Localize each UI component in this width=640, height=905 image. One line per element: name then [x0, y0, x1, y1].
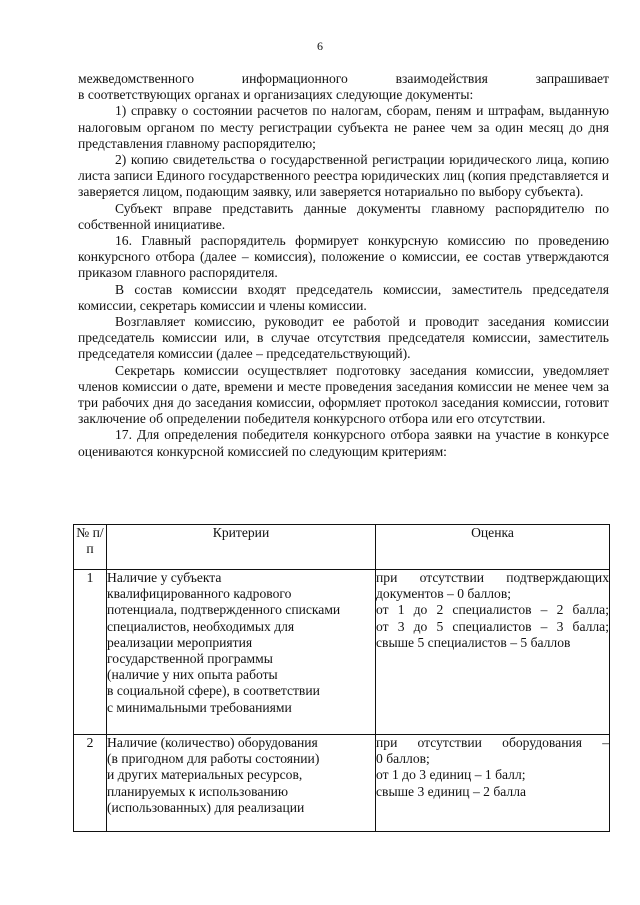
score-line: документов – 0 баллов;: [376, 586, 512, 602]
header-score: Оценка: [376, 525, 610, 570]
score-line: от 1 до 3 единиц – 1 балл;: [376, 767, 526, 783]
paragraph-continuation: [78, 71, 609, 103]
score-line: свыше 5 специалистов – 5 баллов: [376, 634, 571, 650]
table-header-row: [74, 525, 610, 570]
criteria-line: государственной программы: [107, 651, 273, 667]
row-score: [376, 570, 610, 735]
paragraph-secretary: Секретарь комиссии осуществляет подготовку заседания комиссии, уведомляет членов комиссии о дате, времени и месте проведения заседания комиссии не менее чем за три рабочих дня до заседания комиссии, оформляет протокол заседания комиссии, готовит заключение об определении победителя конкурсного отбора или его отсутствии.: [78, 362, 609, 427]
score-line: свыше 3 единиц – 2 балла: [376, 783, 527, 799]
criteria-table: [73, 524, 610, 832]
body-text: [78, 71, 609, 460]
paragraph-chair: Возглавляет комиссию, руководит ее работой и проводит заседания комиссии председатель комиссии или, в случае отсутствия председателя комиссии, заместитель председателя комиссии (далее – председательствующий).: [78, 314, 609, 362]
row-criteria: [107, 735, 376, 832]
criteria-line: (в пригодном для работы состоянии): [107, 751, 320, 767]
criteria-line: квалифицированного кадрового: [107, 586, 292, 602]
score-line: от 1 до 2 специалистов – 2 балла;: [376, 602, 609, 618]
row-num: 1: [74, 570, 107, 735]
criteria-line: (наличие у них опыта работы: [107, 667, 278, 683]
criteria-line: потенциала, подтвержденного списками: [107, 602, 341, 618]
criteria-line: с минимальными требованиями: [107, 699, 292, 715]
criteria-line: Наличие у субъекта: [107, 570, 222, 585]
score-line: от 3 до 5 специалистов – 3 балла;: [376, 618, 609, 634]
criteria-line: планируемых к использованию: [107, 783, 289, 799]
paragraph-rest: в соответствующих органах и организациях следующие документы:: [78, 87, 474, 103]
paragraph-item-2: 2) копию свидетельства о государственной регистрации юридического лица, копию листа записи Единого государственного реестра юридических лиц (копия представляется и заверяется лицом, подающим заявку, или заверяется нотариально по выбору субъекта).: [78, 152, 609, 200]
row-criteria: [107, 570, 376, 735]
score-line: 0 баллов;: [376, 751, 430, 767]
criteria-line: в социальной сфере), в соответствии: [107, 683, 320, 699]
paragraph-item-1: 1) справку о состоянии расчетов по налогам, сборам, пеням и штрафам, выданную налоговым органом по месту регистрации субъекта не ранее чем за один месяц до дня представления главному распорядителю;: [78, 103, 609, 151]
criteria-line: специалистов, необходимых для: [107, 618, 295, 634]
score-line: при отсутствии оборудования –: [376, 735, 609, 750]
criteria-line: (использованных) для реализации: [107, 799, 305, 815]
row-num: 2: [74, 735, 107, 832]
table-row: [74, 570, 610, 735]
page-number: 6: [317, 39, 323, 53]
score-line: при отсутствии подтверждающих: [376, 570, 609, 585]
paragraph-commission-members: В состав комиссии входят председатель комиссии, заместитель председателя комиссии, секретарь комиссии и члены комиссии.: [78, 281, 609, 313]
criteria-line: и других материальных ресурсов,: [107, 767, 303, 783]
header-criteria: Критерии: [107, 525, 376, 570]
row-score: [376, 735, 610, 832]
paragraph-16: 16. Главный распорядитель формирует конкурсную комиссию по проведению конкурсного отбора (далее – комиссия), положение о комиссии, ее состав утверждаются приказом главного распорядителя.: [78, 233, 609, 281]
criteria-line: реализации мероприятия: [107, 634, 253, 650]
paragraph-first-line: межведомственного информационного взаимодействия запрашивает: [78, 71, 609, 86]
paragraph-initiative: Субъект вправе представить данные документы главному распорядителю по собственной инициативе.: [78, 200, 609, 232]
header-num: № п/п: [74, 525, 107, 570]
table-row: [74, 735, 610, 832]
criteria-line: Наличие (количество) оборудования: [107, 735, 318, 750]
paragraph-17: 17. Для определения победителя конкурсного отбора заявки на участие в конкурсе оцениваются конкурсной комиссией по следующим критериям:: [78, 427, 609, 459]
